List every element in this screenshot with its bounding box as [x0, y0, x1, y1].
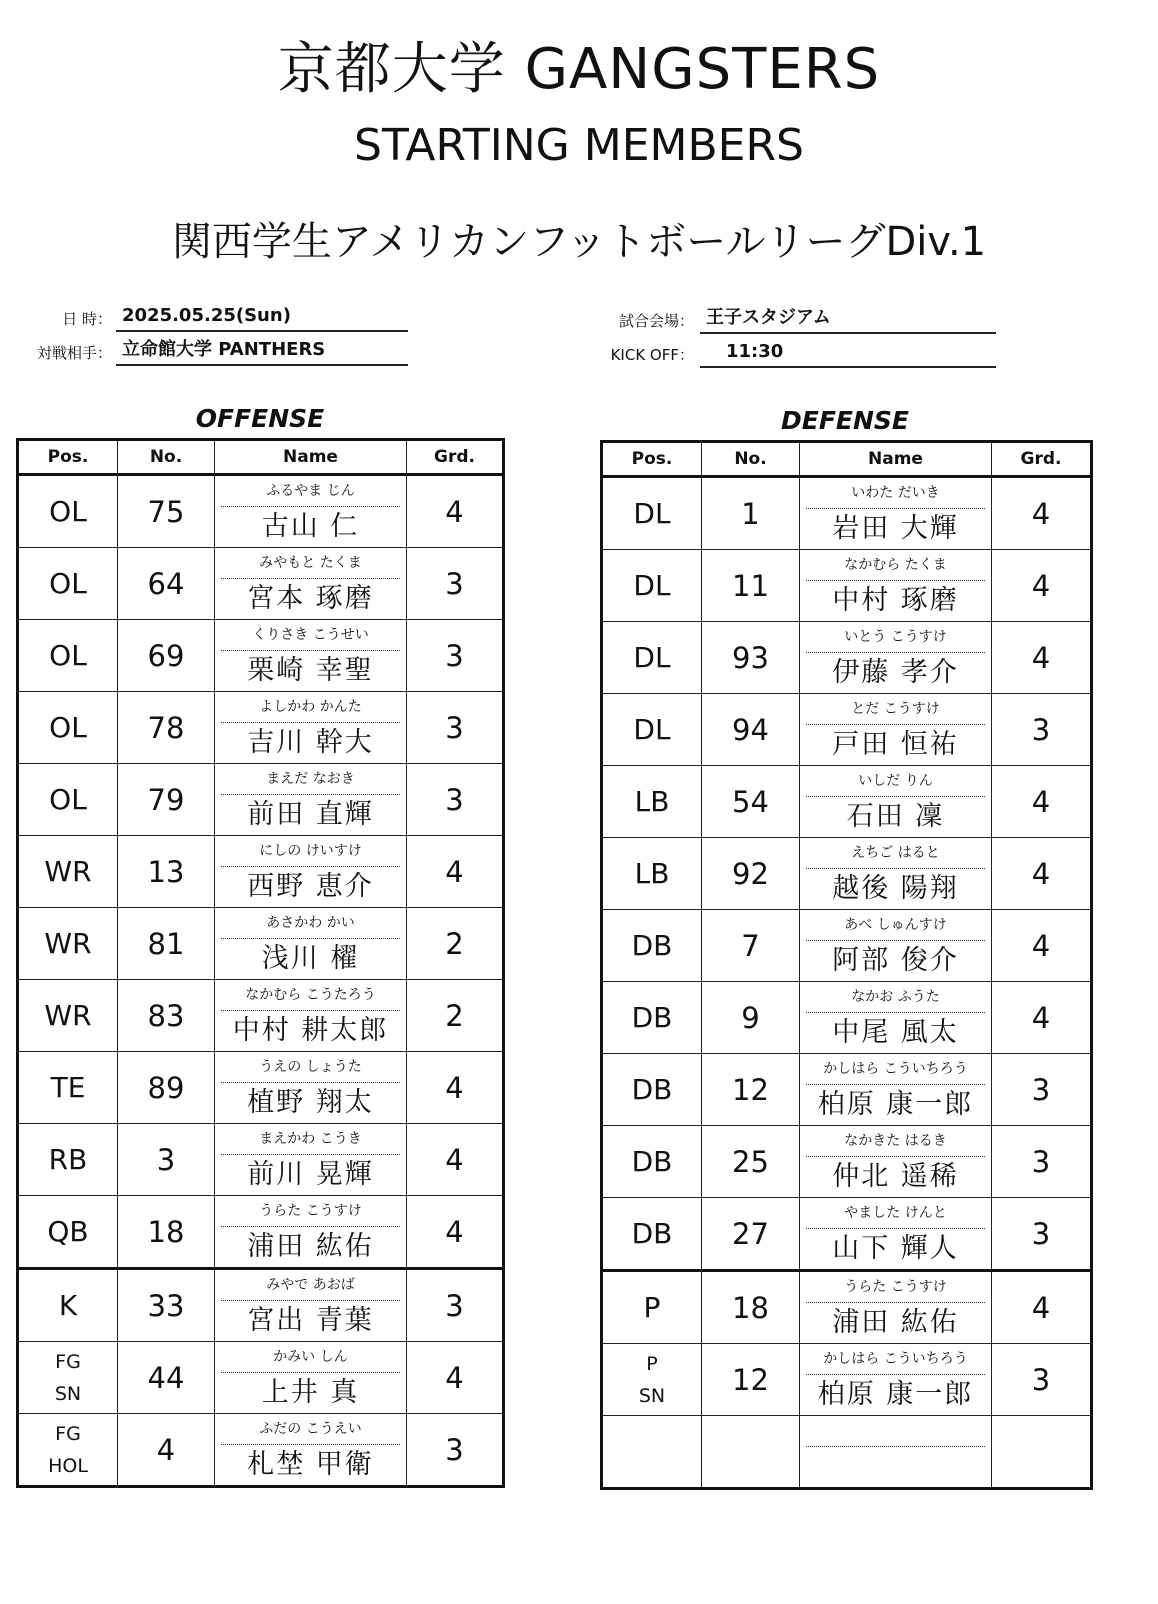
player-name: 石田 凜	[846, 801, 945, 832]
player-name: 西野 恵介	[247, 871, 374, 902]
kickoff-value: 11:30	[700, 340, 996, 368]
player-number: 94	[702, 694, 800, 766]
empty-pos	[602, 1416, 702, 1489]
table-row	[18, 1196, 504, 1269]
player-kana: やました けんと	[806, 1198, 985, 1229]
player-kana: とだ こうすけ	[806, 694, 985, 725]
empty-name-cell	[800, 1416, 992, 1489]
player-grade: 3	[407, 1414, 504, 1487]
player-name: 宮本 琢磨	[247, 583, 374, 614]
player-grade: 3	[407, 548, 504, 620]
player-name-cell	[215, 1269, 407, 1342]
player-number: 7	[702, 910, 800, 982]
player-name-cell	[800, 910, 992, 982]
table-row	[18, 980, 504, 1052]
player-name: 札埜 甲衛	[247, 1449, 374, 1480]
team-title: 京都大学 GANGSTERS	[277, 37, 881, 102]
player-name-cell	[800, 1126, 992, 1198]
special-pos	[18, 1342, 118, 1414]
empty-row	[602, 1416, 1092, 1489]
player-name: 山下 輝人	[832, 1233, 959, 1264]
player-grade: 4	[992, 766, 1092, 838]
player-name-cell	[800, 1344, 992, 1416]
player-grade: 3	[992, 1126, 1092, 1198]
player-number: 9	[702, 982, 800, 1054]
player-grade: 4	[407, 836, 504, 908]
player-kana: えちご はると	[806, 838, 985, 869]
player-kana: にしの けいすけ	[221, 836, 400, 867]
player-name-cell	[800, 766, 992, 838]
player-number: 1	[702, 477, 800, 550]
empty-name	[800, 1447, 991, 1487]
special-row	[18, 1414, 504, 1487]
player-grade: 3	[407, 764, 504, 836]
player-grade: 3	[407, 1269, 504, 1342]
player-name-cell	[215, 1124, 407, 1196]
player-name-cell	[800, 1054, 992, 1126]
player-kana: ふだの こうえい	[221, 1414, 400, 1445]
player-grade: 4	[992, 1271, 1092, 1344]
player-name-cell	[215, 692, 407, 764]
table-row	[602, 1126, 1092, 1198]
player-name-cell	[215, 1052, 407, 1124]
defense-title: DEFENSE	[781, 406, 909, 435]
player-name-cell	[215, 980, 407, 1052]
header-grd: Grd.	[407, 440, 504, 475]
special-pos-secondary: SN	[638, 1384, 666, 1407]
player-name: 浅川 櫂	[261, 943, 360, 974]
player-kana: かみい しん	[221, 1342, 400, 1373]
player-pos: WR	[18, 908, 118, 980]
player-name-cell	[215, 908, 407, 980]
defense-header-row	[602, 442, 1092, 477]
player-name-cell	[800, 1271, 992, 1344]
player-number: 11	[702, 550, 800, 622]
header-grd: Grd.	[992, 442, 1092, 477]
player-pos: OL	[18, 548, 118, 620]
player-number: 64	[118, 548, 215, 620]
player-grade: 2	[407, 980, 504, 1052]
player-number: 93	[702, 622, 800, 694]
table-row	[602, 838, 1092, 910]
player-number: 12	[702, 1054, 800, 1126]
player-number: 75	[118, 475, 215, 548]
player-name-cell	[215, 1342, 407, 1414]
player-kana: なかお ふうた	[806, 982, 985, 1013]
player-pos: DL	[602, 550, 702, 622]
player-name: 浦田 紘佑	[247, 1231, 374, 1262]
player-number: 89	[118, 1052, 215, 1124]
player-pos: RB	[18, 1124, 118, 1196]
table-row	[18, 692, 504, 764]
player-pos: OL	[18, 620, 118, 692]
player-grade: 3	[992, 694, 1092, 766]
venue-label: 試合会場：	[618, 312, 694, 330]
player-name: 伊藤 孝介	[832, 657, 959, 688]
player-grade: 2	[407, 908, 504, 980]
table-row	[602, 694, 1092, 766]
player-name-cell	[800, 622, 992, 694]
player-name-cell	[215, 620, 407, 692]
player-pos: DB	[602, 1054, 702, 1126]
special-pos-primary: P	[643, 1291, 661, 1324]
table-row	[602, 982, 1092, 1054]
player-name: 戸田 恒祐	[832, 729, 959, 760]
empty-number	[702, 1416, 800, 1489]
player-number: 3	[118, 1124, 215, 1196]
player-kana: うらた こうすけ	[806, 1272, 985, 1303]
player-name: 吉川 幹大	[247, 727, 374, 758]
player-name: 柏原 康一郎	[817, 1089, 974, 1120]
player-number: 4	[118, 1414, 215, 1487]
player-pos: DB	[602, 982, 702, 1054]
special-pos	[602, 1344, 702, 1416]
special-pos-primary: P	[646, 1352, 658, 1375]
header-no: No.	[118, 440, 215, 475]
date-value: 2025.05.25(Sun)	[116, 304, 408, 332]
special-pos-secondary: SN	[54, 1382, 82, 1405]
player-kana: まえだ なおき	[221, 764, 400, 795]
player-grade: 4	[992, 982, 1092, 1054]
special-pos-primary: FG	[55, 1422, 81, 1445]
player-name-cell	[800, 694, 992, 766]
special-row	[18, 1342, 504, 1414]
player-kana: いわた だいき	[806, 478, 985, 509]
special-pos-primary: K	[58, 1289, 78, 1322]
table-row	[602, 477, 1092, 550]
player-pos: OL	[18, 475, 118, 548]
player-kana: あべ しゅんすけ	[806, 910, 985, 941]
player-name-cell	[800, 982, 992, 1054]
table-row	[18, 1052, 504, 1124]
table-row	[18, 908, 504, 980]
kickoff-label: KICK OFF：	[610, 346, 694, 364]
table-row	[18, 620, 504, 692]
empty-kana	[806, 1416, 985, 1447]
player-grade: 4	[992, 838, 1092, 910]
defense-table	[600, 440, 1093, 1490]
header-pos: Pos.	[18, 440, 118, 475]
player-kana: いとう こうすけ	[806, 622, 985, 653]
venue-value: 王子スタジアム	[700, 306, 996, 334]
player-pos: DL	[602, 622, 702, 694]
player-grade: 4	[992, 550, 1092, 622]
table-row	[602, 766, 1092, 838]
table-row	[18, 475, 504, 548]
player-name: 前田 直輝	[247, 799, 374, 830]
player-pos: TE	[18, 1052, 118, 1124]
player-kana: いしだ りん	[806, 766, 985, 797]
table-row	[18, 836, 504, 908]
player-kana: うらた こうすけ	[221, 1196, 400, 1227]
table-row	[602, 622, 1092, 694]
player-kana: あさかわ かい	[221, 908, 400, 939]
player-number: 78	[118, 692, 215, 764]
player-name: 中村 琢磨	[832, 585, 959, 616]
player-number: 79	[118, 764, 215, 836]
special-pos	[18, 1269, 118, 1342]
player-pos: DB	[602, 910, 702, 982]
offense-title: OFFENSE	[195, 404, 325, 433]
player-name: 浦田 紘佑	[832, 1307, 959, 1338]
player-name: 越後 陽翔	[832, 873, 959, 904]
player-grade: 3	[992, 1198, 1092, 1271]
player-pos: DB	[602, 1198, 702, 1271]
player-number: 81	[118, 908, 215, 980]
player-pos: QB	[18, 1196, 118, 1269]
player-name: 阿部 俊介	[832, 945, 959, 976]
player-kana: まえかわ こうき	[221, 1124, 400, 1155]
player-kana: よしかわ かんた	[221, 692, 400, 723]
special-pos	[18, 1414, 118, 1487]
player-grade: 3	[407, 620, 504, 692]
player-name-cell	[215, 548, 407, 620]
player-name: 柏原 康一郎	[817, 1379, 974, 1410]
player-name: 植野 翔太	[247, 1087, 374, 1118]
player-name-cell	[800, 838, 992, 910]
player-pos: OL	[18, 692, 118, 764]
player-name-cell	[215, 1414, 407, 1487]
special-row	[18, 1269, 504, 1342]
player-number: 54	[702, 766, 800, 838]
player-kana: くりさき こうせい	[221, 620, 400, 651]
player-number: 33	[118, 1269, 215, 1342]
player-kana: うえの しょうた	[221, 1052, 400, 1083]
player-kana: みやもと たくま	[221, 548, 400, 579]
player-pos: OL	[18, 764, 118, 836]
player-name-cell	[800, 1198, 992, 1271]
player-name: 中村 耕太郎	[232, 1015, 389, 1046]
player-kana: なかきた はるき	[806, 1126, 985, 1157]
offense-table	[16, 438, 505, 1488]
header-pos: Pos.	[602, 442, 702, 477]
player-kana: かしはら こういちろう	[806, 1054, 985, 1085]
player-pos: WR	[18, 980, 118, 1052]
empty-grade	[992, 1416, 1092, 1489]
player-grade: 4	[407, 1124, 504, 1196]
special-pos-secondary: HOL	[48, 1454, 88, 1477]
player-number: 27	[702, 1198, 800, 1271]
offense-header-row	[18, 440, 504, 475]
player-number: 44	[118, 1342, 215, 1414]
player-pos: DL	[602, 477, 702, 550]
table-row	[18, 548, 504, 620]
player-name: 中尾 風太	[832, 1017, 959, 1048]
table-row	[602, 550, 1092, 622]
special-row	[602, 1344, 1092, 1416]
player-grade: 3	[992, 1344, 1092, 1416]
player-name: 宮出 青葉	[247, 1305, 374, 1336]
player-grade: 4	[407, 1052, 504, 1124]
player-kana: かしはら こういちろう	[806, 1344, 985, 1375]
player-kana: ふるやま じん	[221, 476, 400, 507]
player-number: 25	[702, 1126, 800, 1198]
player-kana: なかむら こうたろう	[221, 980, 400, 1011]
player-number: 83	[118, 980, 215, 1052]
player-pos: LB	[602, 766, 702, 838]
player-name-cell	[215, 764, 407, 836]
special-pos	[602, 1271, 702, 1344]
document-subtitle: STARTING MEMBERS	[354, 120, 804, 171]
player-number: 18	[118, 1196, 215, 1269]
table-row	[18, 764, 504, 836]
player-number: 18	[702, 1271, 800, 1344]
header-no: No.	[702, 442, 800, 477]
player-name-cell	[215, 475, 407, 548]
player-grade: 4	[992, 910, 1092, 982]
player-kana: なかむら たくま	[806, 550, 985, 581]
player-number: 92	[702, 838, 800, 910]
player-name: 古山 仁	[261, 511, 360, 542]
league-title: 関西学生アメリカンフットボールリーグDiv.1	[171, 219, 987, 265]
player-name-cell	[215, 1196, 407, 1269]
player-name: 岩田 大輝	[832, 513, 959, 544]
player-number: 13	[118, 836, 215, 908]
table-row	[602, 910, 1092, 982]
player-kana: みやで あおば	[221, 1270, 400, 1301]
player-grade: 4	[992, 622, 1092, 694]
player-grade: 3	[407, 692, 504, 764]
player-name-cell	[800, 550, 992, 622]
player-grade: 4	[407, 1342, 504, 1414]
player-number: 12	[702, 1344, 800, 1416]
player-name: 上井 真	[261, 1377, 360, 1408]
header-name: Name	[215, 440, 407, 475]
player-pos: LB	[602, 838, 702, 910]
player-name: 栗崎 幸聖	[247, 655, 374, 686]
player-name: 仲北 遥稀	[832, 1161, 959, 1192]
player-pos: DL	[602, 694, 702, 766]
player-name-cell	[800, 477, 992, 550]
player-number: 69	[118, 620, 215, 692]
player-pos: WR	[18, 836, 118, 908]
special-pos-primary: FG	[55, 1350, 81, 1373]
opponent-value: 立命館大学 PANTHERS	[116, 338, 408, 366]
date-label: 日 時：	[62, 310, 112, 328]
table-row	[602, 1054, 1092, 1126]
player-name-cell	[215, 836, 407, 908]
special-row	[602, 1271, 1092, 1344]
player-pos: DB	[602, 1126, 702, 1198]
table-row	[18, 1124, 504, 1196]
table-row	[602, 1198, 1092, 1271]
opponent-label: 対戦相手：	[36, 344, 112, 362]
player-grade: 3	[992, 1054, 1092, 1126]
player-name: 前川 晃輝	[247, 1159, 374, 1190]
header-name: Name	[800, 442, 992, 477]
player-grade: 4	[992, 477, 1092, 550]
player-grade: 4	[407, 1196, 504, 1269]
player-grade: 4	[407, 475, 504, 548]
